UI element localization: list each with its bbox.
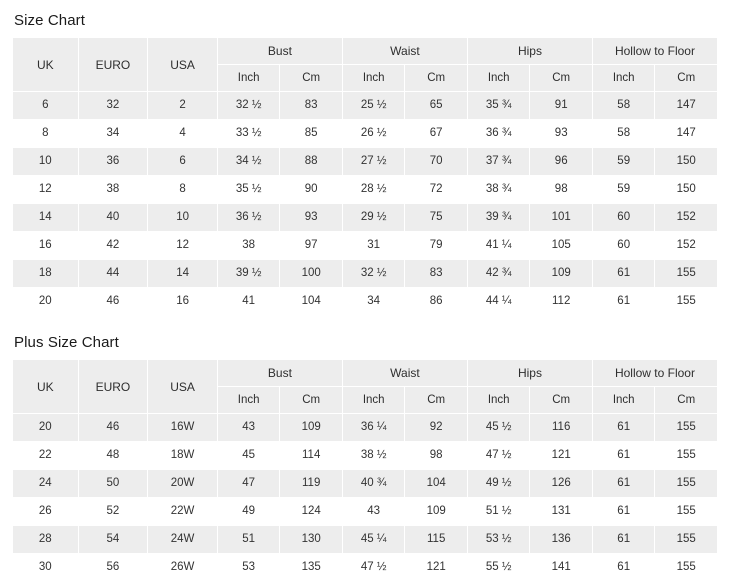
column-header-bust: Bust — [217, 38, 342, 65]
subheader-waist-inch: Inch — [342, 387, 405, 414]
cell-hips-inch: 44 ¼ — [467, 288, 530, 316]
cell-euro: 50 — [78, 470, 148, 498]
cell-waist-inch: 28 ½ — [342, 176, 405, 204]
cell-hollow-inch: 61 — [592, 260, 655, 288]
cell-waist-cm: 104 — [405, 470, 468, 498]
subheader-hollow-cm: Cm — [655, 387, 718, 414]
page-title-plus-size-chart: Plus Size Chart — [14, 334, 119, 351]
cell-bust-cm: 93 — [280, 204, 343, 232]
subheader-hips-cm: Cm — [530, 387, 593, 414]
cell-euro: 46 — [78, 414, 148, 442]
cell-bust-inch: 41 — [217, 288, 280, 316]
cell-uk: 20 — [13, 288, 79, 316]
cell-usa: 22W — [148, 498, 218, 526]
size-chart-table — [12, 37, 718, 316]
table-row — [13, 442, 718, 470]
cell-euro: 52 — [78, 498, 148, 526]
cell-hips-inch: 55 ½ — [467, 554, 530, 582]
subheader-hollow-inch: Inch — [592, 387, 655, 414]
table-row — [13, 470, 718, 498]
cell-uk: 26 — [13, 498, 79, 526]
cell-hollow-cm: 150 — [655, 176, 718, 204]
cell-hollow-cm: 155 — [655, 414, 718, 442]
cell-hips-inch: 39 ¾ — [467, 204, 530, 232]
cell-hollow-cm: 150 — [655, 148, 718, 176]
cell-hollow-inch: 61 — [592, 288, 655, 316]
table-row — [13, 92, 718, 120]
cell-hollow-inch: 58 — [592, 120, 655, 148]
cell-waist-inch: 43 — [342, 498, 405, 526]
cell-hollow-inch: 61 — [592, 498, 655, 526]
page-title-size-chart: Size Chart — [14, 12, 86, 29]
cell-waist-cm: 109 — [405, 498, 468, 526]
plus-size-chart-table — [12, 359, 718, 582]
cell-hips-cm: 126 — [530, 470, 593, 498]
cell-euro: 38 — [78, 176, 148, 204]
cell-euro: 46 — [78, 288, 148, 316]
cell-hips-cm: 116 — [530, 414, 593, 442]
cell-bust-cm: 104 — [280, 288, 343, 316]
cell-uk: 8 — [13, 120, 79, 148]
cell-hollow-inch: 59 — [592, 148, 655, 176]
subheader-bust-inch: Inch — [217, 65, 280, 92]
cell-waist-cm: 75 — [405, 204, 468, 232]
column-header-euro: EURO — [78, 38, 148, 92]
cell-bust-cm: 83 — [280, 92, 343, 120]
cell-bust-cm: 85 — [280, 120, 343, 148]
column-header-waist: Waist — [342, 360, 467, 387]
cell-usa: 16 — [148, 288, 218, 316]
cell-waist-inch: 29 ½ — [342, 204, 405, 232]
cell-hollow-inch: 60 — [592, 204, 655, 232]
cell-waist-cm: 121 — [405, 554, 468, 582]
table-row — [13, 260, 718, 288]
section-spacer — [12, 316, 718, 330]
column-header-hollow-to-floor: Hollow to Floor — [592, 38, 717, 65]
cell-uk: 28 — [13, 526, 79, 554]
cell-hips-cm: 109 — [530, 260, 593, 288]
cell-waist-cm: 70 — [405, 148, 468, 176]
cell-hollow-inch: 61 — [592, 414, 655, 442]
cell-hollow-inch: 58 — [592, 92, 655, 120]
cell-hollow-cm: 155 — [655, 442, 718, 470]
cell-uk: 24 — [13, 470, 79, 498]
cell-hips-cm: 93 — [530, 120, 593, 148]
cell-usa: 20W — [148, 470, 218, 498]
cell-hollow-cm: 155 — [655, 498, 718, 526]
cell-uk: 10 — [13, 148, 79, 176]
cell-waist-inch: 45 ¼ — [342, 526, 405, 554]
cell-bust-inch: 35 ½ — [217, 176, 280, 204]
cell-usa: 16W — [148, 414, 218, 442]
cell-euro: 42 — [78, 232, 148, 260]
cell-euro: 54 — [78, 526, 148, 554]
cell-waist-inch: 47 ½ — [342, 554, 405, 582]
column-header-euro: EURO — [78, 360, 148, 414]
cell-hips-cm: 91 — [530, 92, 593, 120]
cell-hollow-cm: 152 — [655, 232, 718, 260]
cell-hips-cm: 121 — [530, 442, 593, 470]
column-header-uk: UK — [13, 38, 79, 92]
cell-usa: 26W — [148, 554, 218, 582]
column-header-hips: Hips — [467, 360, 592, 387]
table-row — [13, 414, 718, 442]
cell-hollow-cm: 155 — [655, 526, 718, 554]
cell-waist-inch: 27 ½ — [342, 148, 405, 176]
cell-euro: 40 — [78, 204, 148, 232]
cell-uk: 14 — [13, 204, 79, 232]
cell-bust-cm: 114 — [280, 442, 343, 470]
cell-hips-inch: 42 ¾ — [467, 260, 530, 288]
cell-hips-inch: 49 ½ — [467, 470, 530, 498]
cell-hips-inch: 36 ¾ — [467, 120, 530, 148]
cell-usa: 10 — [148, 204, 218, 232]
cell-bust-inch: 51 — [217, 526, 280, 554]
subheader-waist-cm: Cm — [405, 65, 468, 92]
cell-hollow-cm: 155 — [655, 470, 718, 498]
cell-hollow-cm: 155 — [655, 288, 718, 316]
cell-waist-inch: 32 ½ — [342, 260, 405, 288]
cell-hollow-inch: 61 — [592, 526, 655, 554]
table-row — [13, 148, 718, 176]
cell-bust-inch: 34 ½ — [217, 148, 280, 176]
table-row — [13, 120, 718, 148]
cell-waist-inch: 34 — [342, 288, 405, 316]
cell-waist-inch: 40 ¾ — [342, 470, 405, 498]
cell-hips-cm: 131 — [530, 498, 593, 526]
table-header-row — [13, 360, 718, 387]
cell-waist-cm: 83 — [405, 260, 468, 288]
cell-bust-cm: 90 — [280, 176, 343, 204]
cell-hips-inch: 41 ¼ — [467, 232, 530, 260]
cell-waist-cm: 98 — [405, 442, 468, 470]
cell-bust-inch: 43 — [217, 414, 280, 442]
cell-waist-inch: 26 ½ — [342, 120, 405, 148]
cell-euro: 32 — [78, 92, 148, 120]
cell-usa: 12 — [148, 232, 218, 260]
cell-bust-cm: 124 — [280, 498, 343, 526]
cell-hips-cm: 136 — [530, 526, 593, 554]
cell-usa: 6 — [148, 148, 218, 176]
table-row — [13, 232, 718, 260]
column-header-usa: USA — [148, 360, 218, 414]
cell-hips-cm: 141 — [530, 554, 593, 582]
cell-uk: 20 — [13, 414, 79, 442]
cell-usa: 4 — [148, 120, 218, 148]
cell-euro: 48 — [78, 442, 148, 470]
table-row — [13, 498, 718, 526]
cell-uk: 12 — [13, 176, 79, 204]
cell-bust-inch: 33 ½ — [217, 120, 280, 148]
cell-usa: 14 — [148, 260, 218, 288]
table-row — [13, 288, 718, 316]
subheader-bust-cm: Cm — [280, 387, 343, 414]
cell-hollow-inch: 60 — [592, 232, 655, 260]
cell-waist-cm: 72 — [405, 176, 468, 204]
subheader-waist-cm: Cm — [405, 387, 468, 414]
table-row — [13, 176, 718, 204]
cell-bust-cm: 119 — [280, 470, 343, 498]
cell-hollow-inch: 61 — [592, 554, 655, 582]
cell-bust-inch: 47 — [217, 470, 280, 498]
column-header-hips: Hips — [467, 38, 592, 65]
column-header-hollow-to-floor: Hollow to Floor — [592, 360, 717, 387]
cell-bust-cm: 97 — [280, 232, 343, 260]
cell-euro: 34 — [78, 120, 148, 148]
cell-bust-cm: 100 — [280, 260, 343, 288]
cell-hips-cm: 101 — [530, 204, 593, 232]
cell-waist-cm: 115 — [405, 526, 468, 554]
table-row — [13, 554, 718, 582]
cell-hips-cm: 112 — [530, 288, 593, 316]
cell-hollow-inch: 61 — [592, 470, 655, 498]
cell-uk: 18 — [13, 260, 79, 288]
cell-usa: 24W — [148, 526, 218, 554]
cell-euro: 56 — [78, 554, 148, 582]
subheader-hollow-cm: Cm — [655, 65, 718, 92]
cell-waist-cm: 86 — [405, 288, 468, 316]
cell-bust-cm: 109 — [280, 414, 343, 442]
cell-hips-cm: 105 — [530, 232, 593, 260]
subheader-waist-inch: Inch — [342, 65, 405, 92]
cell-usa: 18W — [148, 442, 218, 470]
cell-hips-inch: 47 ½ — [467, 442, 530, 470]
cell-waist-cm: 92 — [405, 414, 468, 442]
cell-uk: 22 — [13, 442, 79, 470]
subheader-hips-inch: Inch — [467, 65, 530, 92]
column-header-uk: UK — [13, 360, 79, 414]
cell-hips-inch: 38 ¾ — [467, 176, 530, 204]
cell-usa: 8 — [148, 176, 218, 204]
cell-bust-inch: 38 — [217, 232, 280, 260]
cell-hips-inch: 35 ¾ — [467, 92, 530, 120]
cell-waist-cm: 79 — [405, 232, 468, 260]
cell-bust-inch: 32 ½ — [217, 92, 280, 120]
cell-hips-inch: 53 ½ — [467, 526, 530, 554]
cell-bust-cm: 130 — [280, 526, 343, 554]
cell-waist-inch: 25 ½ — [342, 92, 405, 120]
cell-waist-inch: 38 ½ — [342, 442, 405, 470]
subheader-hips-cm: Cm — [530, 65, 593, 92]
cell-hollow-cm: 155 — [655, 260, 718, 288]
cell-hollow-inch: 61 — [592, 442, 655, 470]
cell-bust-inch: 45 — [217, 442, 280, 470]
subheader-hips-inch: Inch — [467, 387, 530, 414]
cell-waist-cm: 67 — [405, 120, 468, 148]
column-header-bust: Bust — [217, 360, 342, 387]
table-header-row — [13, 38, 718, 65]
cell-hips-inch: 37 ¾ — [467, 148, 530, 176]
cell-hollow-cm: 152 — [655, 204, 718, 232]
cell-euro: 36 — [78, 148, 148, 176]
cell-usa: 2 — [148, 92, 218, 120]
subheader-hollow-inch: Inch — [592, 65, 655, 92]
cell-waist-inch: 36 ¼ — [342, 414, 405, 442]
cell-waist-cm: 65 — [405, 92, 468, 120]
cell-hollow-inch: 59 — [592, 176, 655, 204]
cell-hips-cm: 98 — [530, 176, 593, 204]
table-row — [13, 204, 718, 232]
cell-bust-cm: 135 — [280, 554, 343, 582]
cell-uk: 16 — [13, 232, 79, 260]
cell-bust-inch: 36 ½ — [217, 204, 280, 232]
cell-waist-inch: 31 — [342, 232, 405, 260]
cell-hollow-cm: 147 — [655, 92, 718, 120]
cell-hollow-cm: 155 — [655, 554, 718, 582]
column-header-waist: Waist — [342, 38, 467, 65]
cell-hips-inch: 45 ½ — [467, 414, 530, 442]
cell-euro: 44 — [78, 260, 148, 288]
cell-hips-cm: 96 — [530, 148, 593, 176]
cell-hollow-cm: 147 — [655, 120, 718, 148]
subheader-bust-inch: Inch — [217, 387, 280, 414]
cell-uk: 6 — [13, 92, 79, 120]
column-header-usa: USA — [148, 38, 218, 92]
cell-uk: 30 — [13, 554, 79, 582]
cell-bust-inch: 49 — [217, 498, 280, 526]
cell-bust-inch: 53 — [217, 554, 280, 582]
subheader-bust-cm: Cm — [280, 65, 343, 92]
cell-bust-cm: 88 — [280, 148, 343, 176]
cell-hips-inch: 51 ½ — [467, 498, 530, 526]
cell-bust-inch: 39 ½ — [217, 260, 280, 288]
